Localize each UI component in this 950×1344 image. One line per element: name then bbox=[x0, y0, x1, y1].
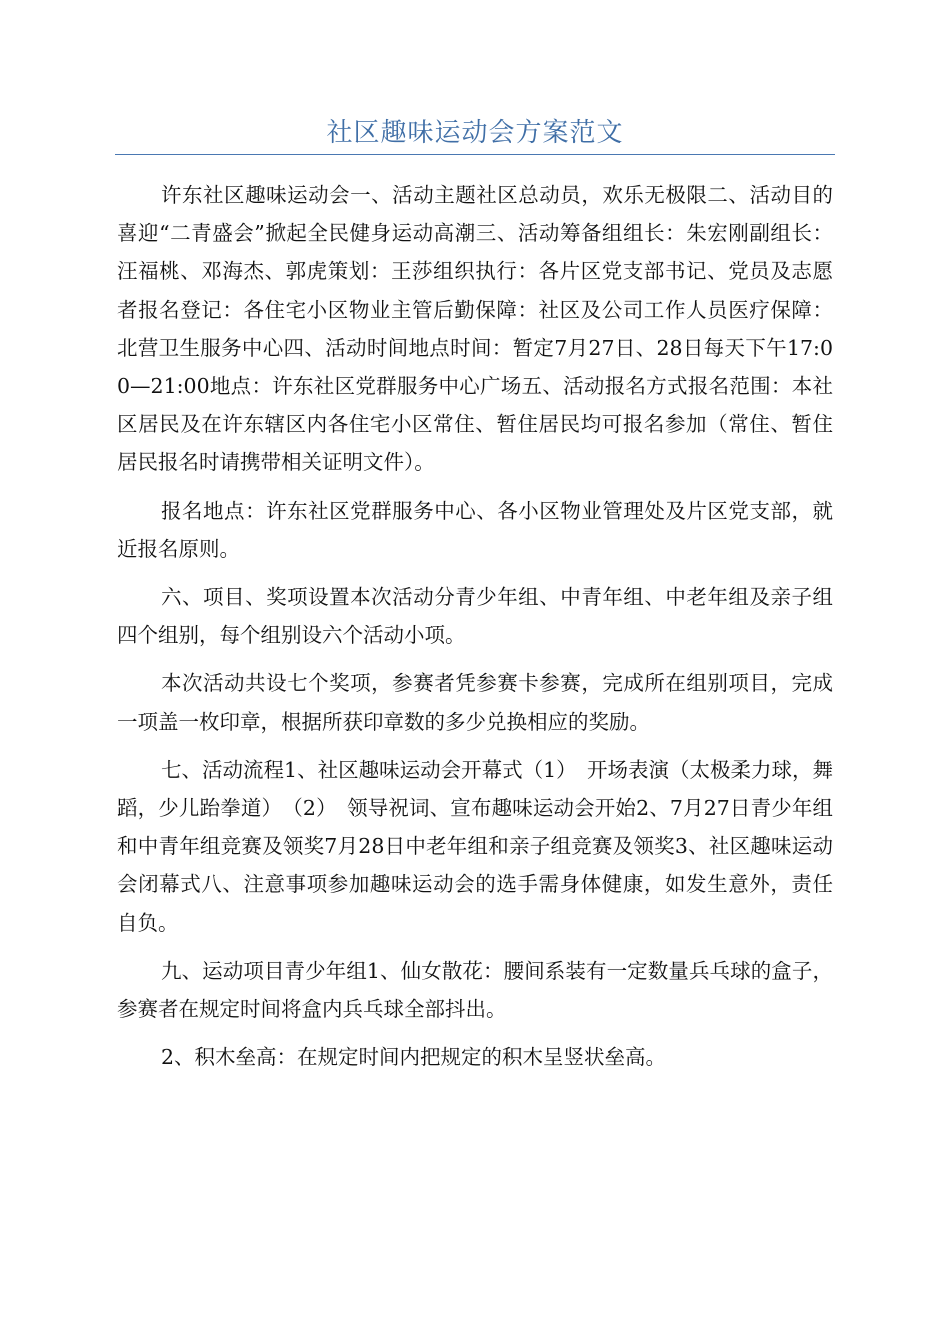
paragraph: 本次活动共设七个奖项，参赛者凭参赛卡参赛，完成所在组别项目，完成一项盖一枚印章，根据所获印章数的多少兑换相应的奖励。 bbox=[117, 671, 833, 734]
paragraph: 许东社区趣味运动会一、活动主题社区总动员，欢乐无极限二、活动目的喜迎“二青盛会”掀起全民健身运动高潮三、活动筹备组组长：朱宏刚副组长：汪福桃、邓海杰、郭虎策划：王莎组织执行：各片区党支部书记、党员及志愿者报名登记：各住宅小区物业主管后勤保障：社区及公司工作人员医疗保障：北营卫生服务中心四、活动时间地点时间：暂定7月27日、28日每天下午17:00—21:00地点：许东社区党群服务中心广场五、活动报名方式报名范围：本社区居民及在许东辖区内各住宅小区常住、暂住居民均可报名参加（常住、暂住居民报名时请携带相关证明文件）。 bbox=[117, 183, 833, 475]
document-title: 社区趣味运动会方案范文 bbox=[326, 118, 624, 148]
paragraph: 六、项目、奖项设置本次活动分青少年组、中青年组、中老年组及亲子组四个组别，每个组别设六个活动小项。 bbox=[117, 585, 833, 648]
title-underline bbox=[115, 154, 835, 155]
paragraph: 九、运动项目青少年组1、仙女散花：腰间系装有一定数量兵乓球的盒子，参赛者在规定时间将盒内兵乓球全部抖出。 bbox=[117, 958, 833, 1022]
paragraph: 七、活动流程1、社区趣味运动会开幕式（1） 开场表演（太极柔力球，舞蹈，少儿跆拳道） （2） 领导祝词、宣布趣味运动会开始2、7月27日青少年组和中青年组竞赛及领奖7月28日中老年组和亲子组竞赛及领奖3、社区趣味运动会闭幕式八、注意事项参加趣味运动会的选手需身体健康，如发生意外，责任自负。 bbox=[117, 757, 833, 935]
paragraph: 2、积木垒高：在规定时间内把规定的积木呈竖状垒高。 bbox=[161, 1045, 667, 1070]
paragraph: 报名地点：许东社区党群服务中心、各小区物业管理处及片区党支部，就近报名原则。 bbox=[117, 498, 833, 561]
document-body bbox=[117, 176, 833, 1086]
